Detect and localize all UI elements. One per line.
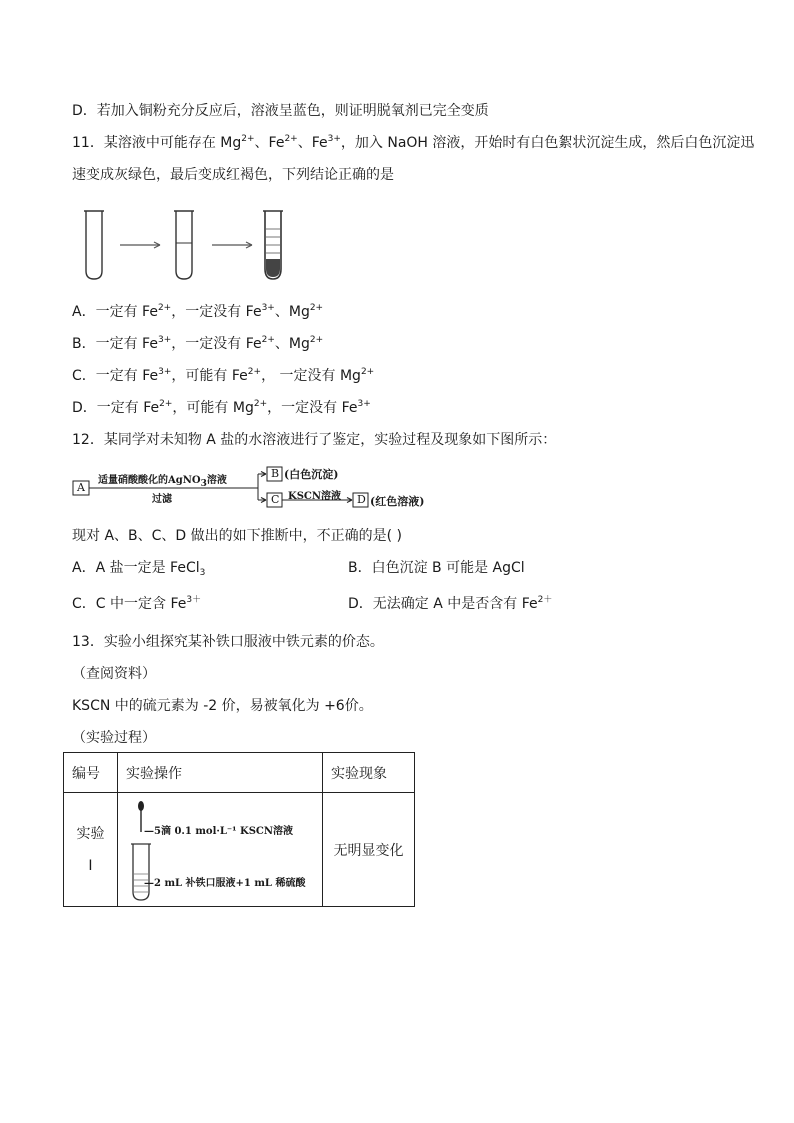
q13-stem: 13．实验小组探究某补铁口服液中铁元素的价态。: [72, 634, 384, 650]
header-observation: 实验现象: [323, 753, 415, 793]
q12-question: 现对 A、B、C、D 做出的如下推断中，不正确的是( ): [72, 528, 403, 544]
q12-option-c: C．C 中一定含 $Fe^{3+}$: [72, 595, 202, 612]
flow-box-d: D: [357, 493, 366, 506]
flow-filter-label: 过滤: [152, 494, 172, 505]
test-tube-precipitate-icon: [263, 211, 283, 279]
flow-reagent-label: 适量硝酸酸化的AgNO$_3$溶液: [98, 475, 227, 489]
q12-stem: 12．某同学对未知物 A 盐的水溶液进行了鉴定，实验过程及现象如下图所示：: [72, 432, 557, 448]
row-id-line1: 实验: [76, 825, 105, 842]
q11-stem-line1: 11．某溶液中可能存在 $Mg^{2+}$、$Fe^{2+}$、$Fe^{3+}$，加入 NaOH 溶液，开始时有白色絮状沉淀生成，然后白色沉淀迅: [72, 134, 755, 151]
arrow-icon: [212, 242, 252, 248]
q12-option-d: D．无法确定 A 中是否含有 $Fe^{2+}$: [348, 595, 553, 612]
flow-box-b: B: [271, 467, 280, 480]
test-tube-sequence-figure: [78, 207, 298, 283]
header-id: 编号: [64, 753, 118, 793]
row-id: [64, 793, 118, 907]
test-tube-empty-icon: [84, 211, 104, 279]
q11-option-a: A．一定有 $Fe^{2+}$，一定没有 $Fe^{3+}$、$Mg^{2+}$: [72, 303, 324, 320]
q11-option-d: D．一定有 $Fe^{2+}$，可能有 $Mg^{2+}$，一定没有 $Fe^{3+}$: [72, 399, 371, 416]
table-row: [64, 793, 415, 907]
q13-section-references: （查阅资料）: [72, 666, 156, 682]
q12-option-a: A．A 盐一定是 FeCl$_3$: [72, 560, 206, 578]
test-tube-solution-icon: [174, 211, 194, 279]
q11-option-c: C．一定有 $Fe^{3+}$，可能有 $Fe^{2+}$， 一定没有 $Mg^{2+}$: [72, 367, 375, 384]
q12-option-b: B．白色沉淀 B 可能是 AgCl: [348, 560, 525, 576]
q13-section-procedure: （实验过程）: [72, 730, 156, 746]
tube-label: —2 mL 补铁口服液+1 mL 稀硫酸: [144, 878, 306, 889]
experiment-table: [63, 752, 415, 907]
flow-kscn-label: KSCN溶液: [288, 491, 342, 502]
q11-option-b: B．一定有 $Fe^{3+}$，一定没有 $Fe^{2+}$、$Mg^{2+}$: [72, 335, 324, 352]
q11-stem-line2: 速变成灰绿色，最后变成红褐色，下列结论正确的是: [72, 167, 394, 183]
flow-d-note: (红色溶液): [370, 495, 425, 508]
table-header-row: [64, 753, 415, 793]
arrow-icon: [120, 242, 160, 248]
flow-box-a: A: [77, 481, 85, 494]
header-operation: 实验操作: [118, 753, 323, 793]
dropper-label: —5滴 0.1 mol·L⁻¹ KSCN溶液: [144, 826, 294, 837]
row-id-line2: Ⅰ: [88, 857, 93, 874]
row-observation: 无明显变化: [323, 793, 415, 907]
q10-option-d: D．若加入铜粉充分反应后，溶液呈蓝色，则证明脱氧剂已完全变质: [72, 103, 489, 119]
flow-box-c: C: [271, 493, 280, 506]
q12-flow-diagram: [72, 462, 452, 512]
flow-b-note: (白色沉淀): [284, 468, 339, 481]
row-operation: [118, 793, 323, 907]
q13-info: KSCN 中的硫元素为 -2 价，易被氧化为 +6价。: [72, 698, 373, 714]
